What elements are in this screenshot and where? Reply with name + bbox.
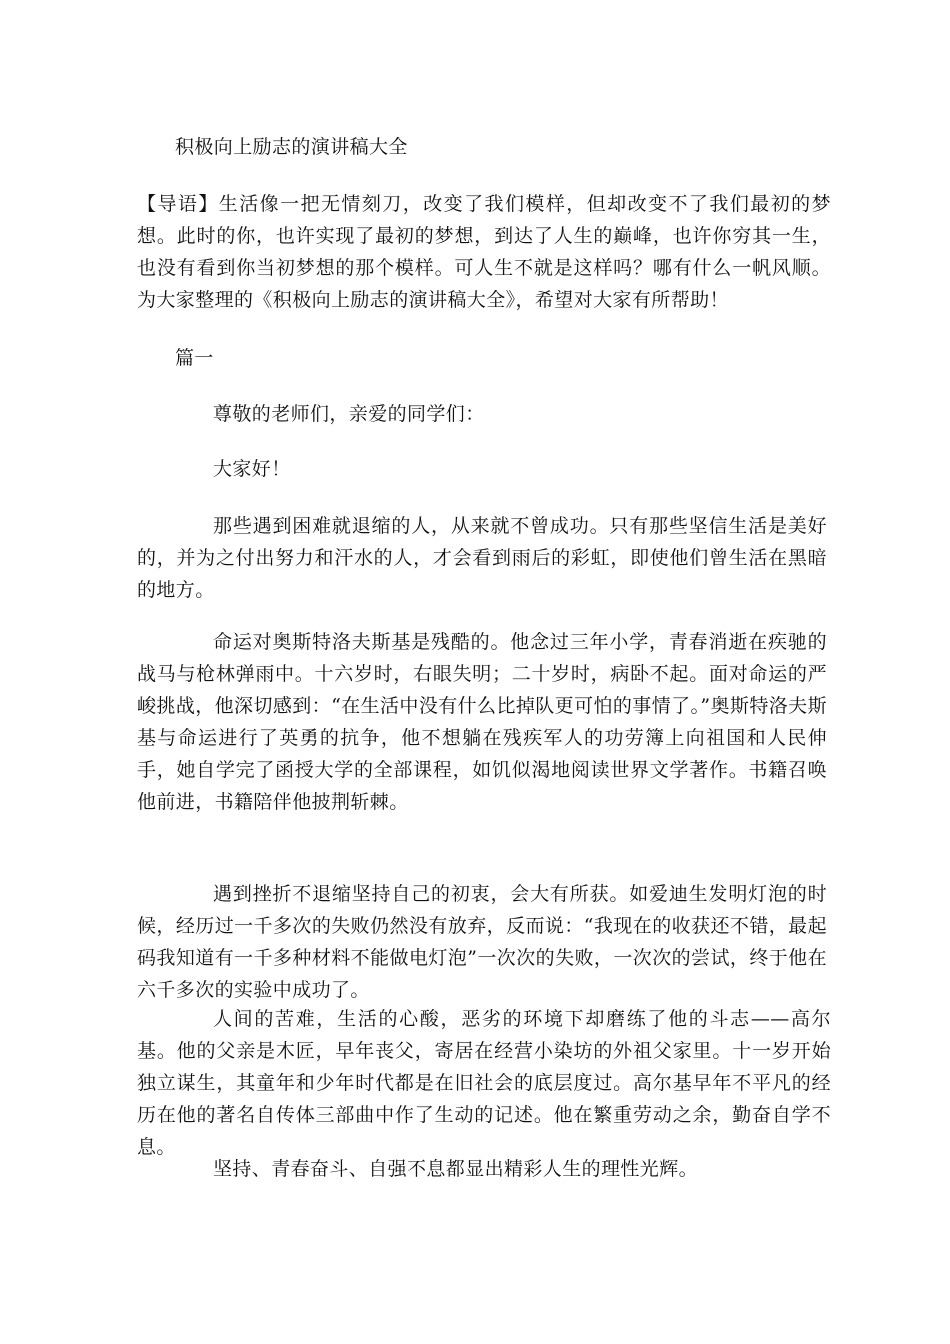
- body-paragraph: 命运对奥斯特洛夫斯基是残酷的。他念过三年小学，青春消逝在疾驰的战马与枪林弹雨中。十六岁时，右眼失明；二十岁时，病卧不起。面对命运的严峻挑战，他深切感到：“在生活中没有什么比掉队更可怕的事情了。”奥斯特洛夫斯基与命运进行了英勇的抗争，他不想躺在残疾军人的功劳簿上向祖国和人民伸手，她自学完了函授大学的全部课程，如饥似渴地阅读世界文学著作。书籍召唤他前进，书籍陪伴他披荆斩棘。: [137, 631, 827, 813]
- greeting: 大家好！: [213, 458, 291, 480]
- salutation: 尊敬的老师们，亲爱的同学们：: [213, 403, 485, 425]
- section-heading: 篇一: [175, 347, 214, 369]
- intro-paragraph: 【导语】生活像一把无情刻刀，改变了我们模样，但却改变不了我们最初的梦想。此时的你，也许实现了最初的梦想，到达了人生的巅峰，也许你穷其一生，也没有看到你当初梦想的那个模样。可人生不就是这样吗？哪有什么一帆风顺。为大家整理的《积极向上励志的演讲稿大全》，希望对大家有所帮助！: [137, 193, 831, 311]
- body-paragraph: 那些遇到困难就退缩的人，从来就不曾成功。只有那些坚信生活是美好的，并为之付出努力和汗水的人，才会看到雨后的彩虹，即使他们曾生活在黑暗的地方。: [137, 515, 827, 601]
- document-title: 积极向上励志的演讲稿大全: [175, 136, 408, 158]
- body-paragraph: 遇到挫折不退缩坚持自己的初衷，会大有所获。如爱迪生发明灯泡的时候，经历过一千多次的失败仍然没有放弃，反而说：“我现在的收获还不错，最起码我知道有一千多种材料不能做电灯泡”一次次的失败，一次次的尝试，终于他在六千多次的实验中成功了。: [137, 883, 827, 1001]
- body-paragraph: 坚持、青春奋斗、自强不息都显出精彩人生的理性光辉。: [213, 1158, 699, 1180]
- body-paragraph: 人间的苦难，生活的心酸，恶劣的环境下却磨练了他的斗志——高尔基。他的父亲是木匠，早年丧父，寄居在经营小染坊的外祖父家里。十一岁开始独立谋生，其童年和少年时代都是在旧社会的底层度过。高尔基早年不平凡的经历在他的著名自传体三部曲中作了生动的记述。他在繁重劳动之余，勤奋自学不息。: [137, 1008, 831, 1158]
